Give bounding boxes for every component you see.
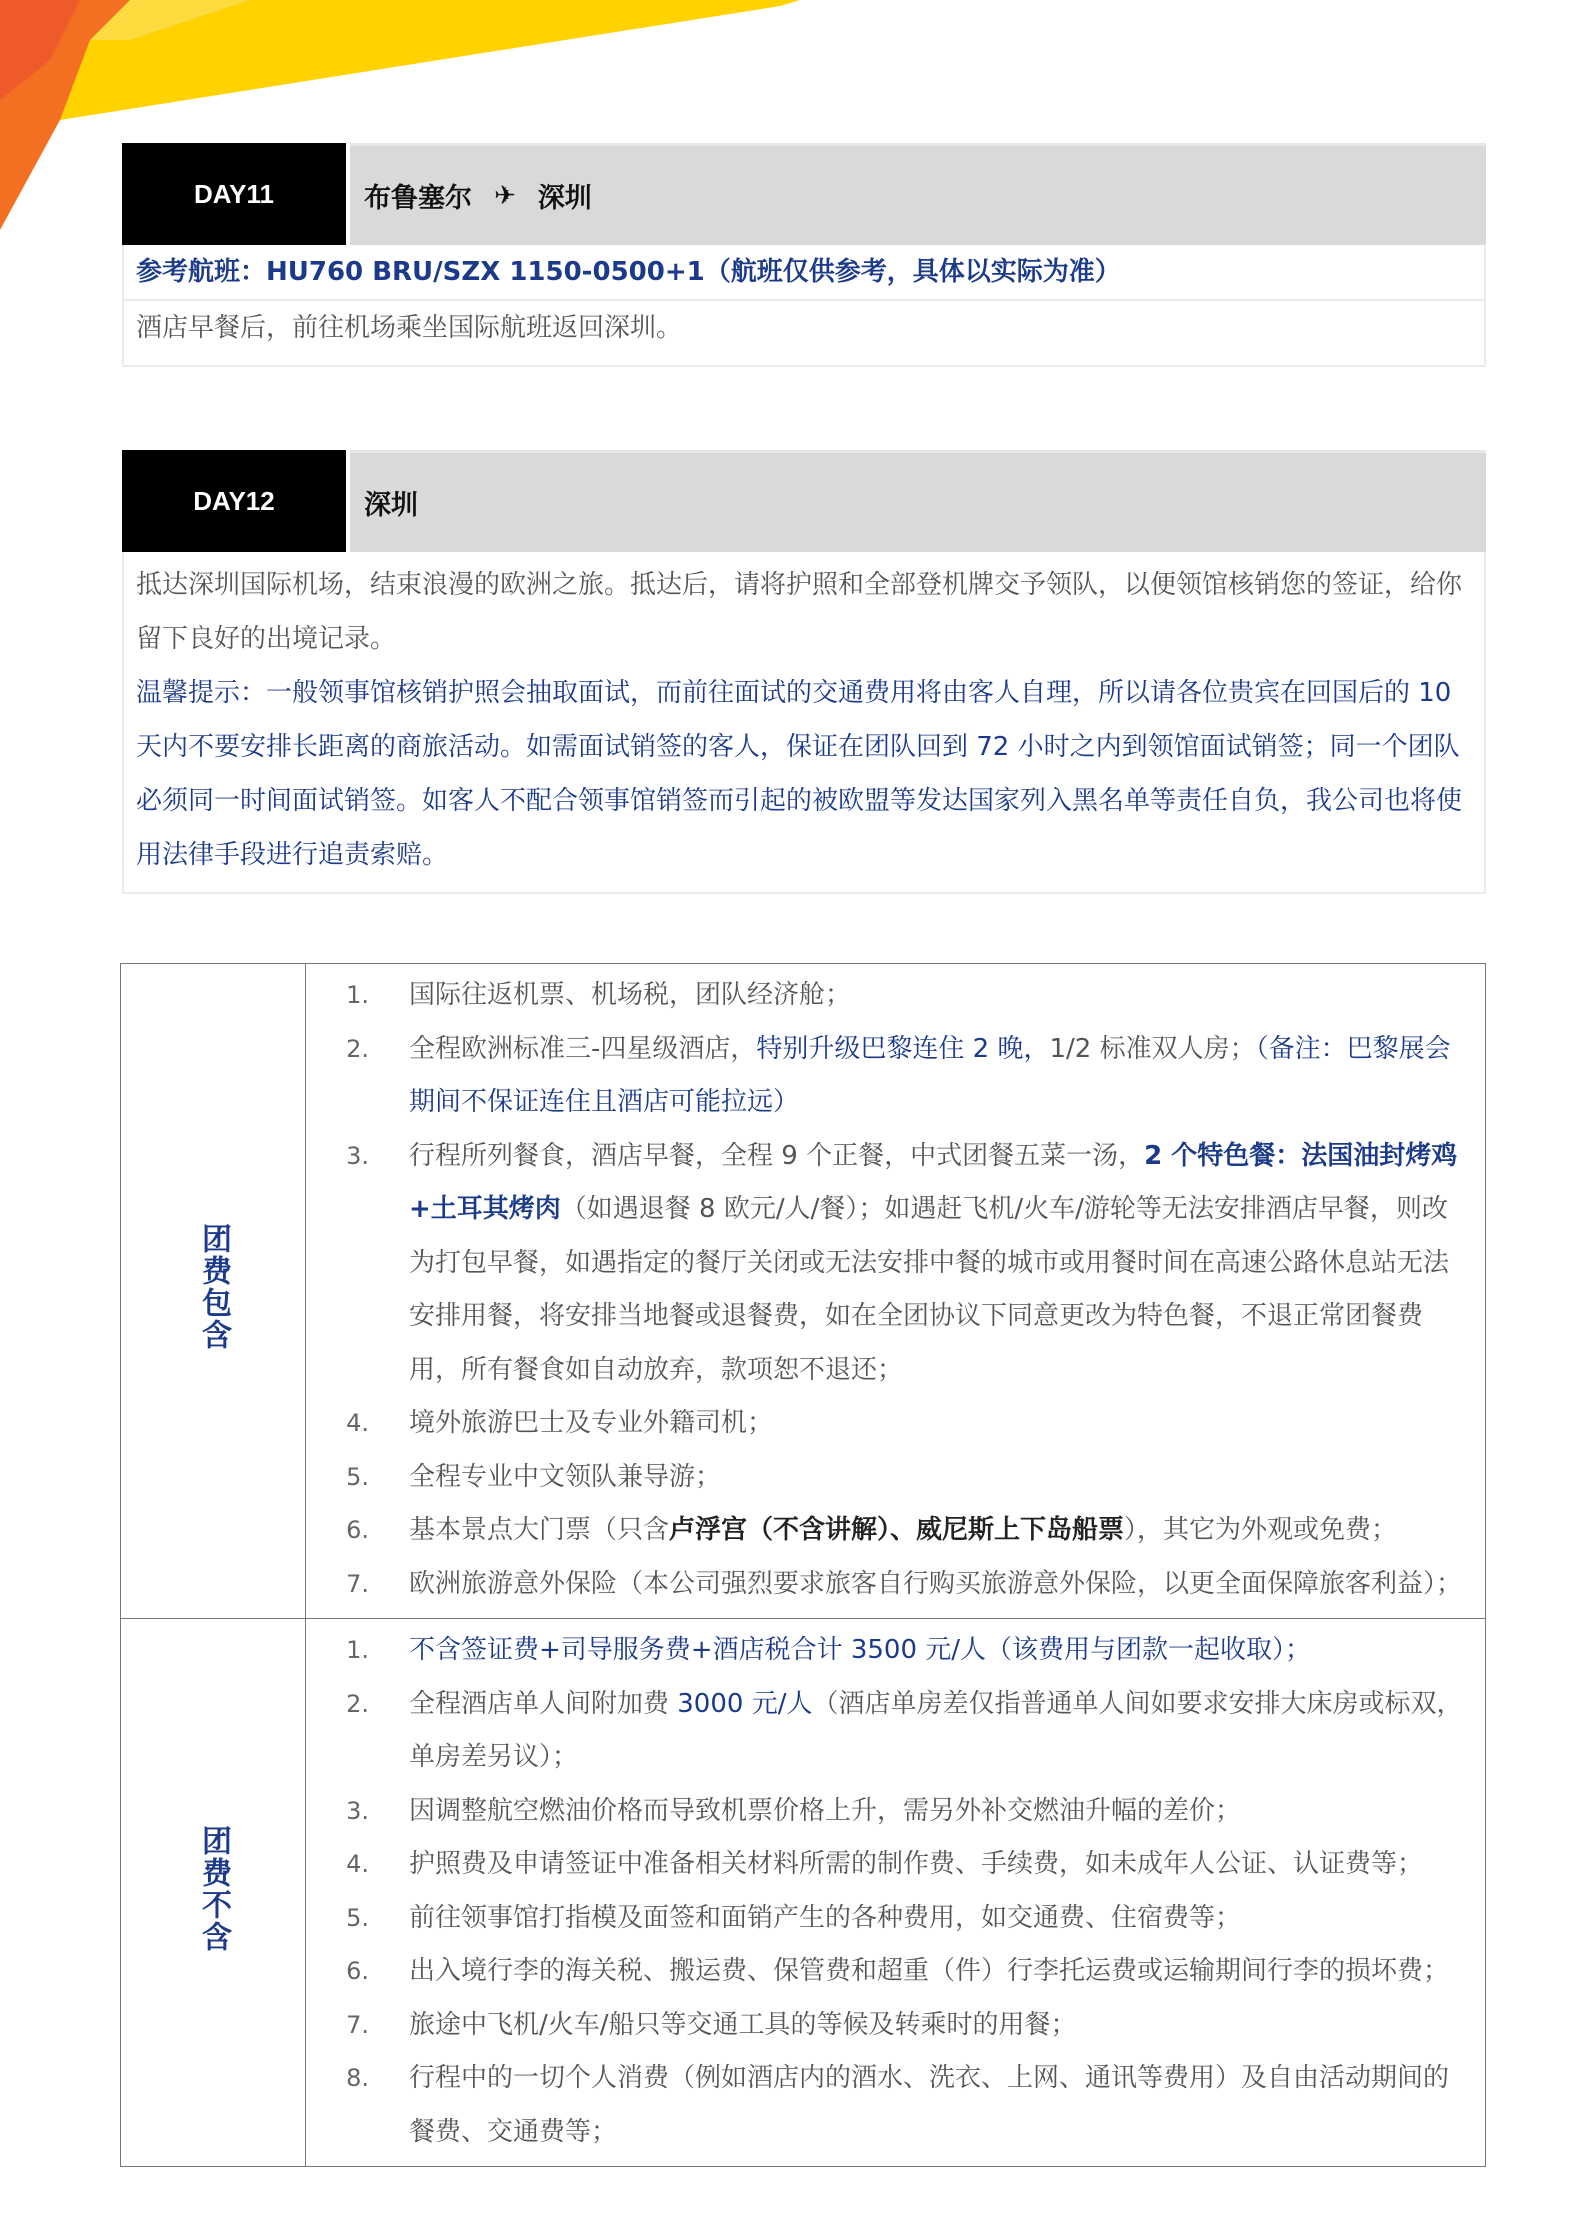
item-number: 2. [346,1689,369,1718]
item-text: 出入境行李的海关税、搬运费、保管费和超重（件）行李托运费或运输期间行李的损坏费； [409,1956,1450,1986]
highlight-text: 2 个特色餐：法国油封烤鸡+土耳其烤肉 [409,1140,1458,1224]
highlight-text: 3000 元/人 [677,1688,813,1719]
item-number: 5. [346,1903,369,1932]
day11-from: 布鲁塞尔 [364,183,472,214]
item-text: 欧洲旅游意外保险（本公司强烈要求旅客自行购买旅游意外保险，以更全面保障旅客利益）； [409,1568,1463,1599]
day12-label: DAY12 [122,450,346,552]
day12-note: 温馨提示：一般领事馆核销护照会抽取面试，而前往面试的交通费用将由客人自理，所以请各位贵宾在回国后的 10 天内不要安排长距离的商旅活动。如需面试销签的客人，保证在团队回到 72 小时之内到领馆面试销签；同一个团队必须同一时间面试销签。如客人不配合领事馆销签而引起的被欧盟等发达国家列入黑名单等责任自负，我公司也将使用法律手段进行追责索赔。 [136,678,1463,870]
included-list [307,965,1484,1617]
item-text: 前往领事馆打指模及面签和面销产生的各种费用，如交通费、住宿费等； [409,1902,1242,1933]
item-text: 全程专业中文领队兼导游； [409,1461,722,1492]
item-text: 国际往返机票、机场税，团队经济舱； [409,980,852,1010]
day11-header [122,143,1486,245]
day12-header [122,450,1486,552]
list-item [307,1838,1472,1892]
item-number: 4. [346,1409,369,1437]
day12-title: 深圳 [350,450,1486,552]
excluded-list-cell [306,1619,1486,2167]
text-segment: 全程酒店单人间附加费 [409,1688,678,1719]
airplane-icon: ✈ [494,180,516,211]
excluded-list [307,1620,1484,2165]
list-item [307,1678,1472,1785]
text-segment: 行程所列餐食，酒店早餐，全程 9 个正餐，中式团餐五菜一汤， [409,1140,1145,1171]
item-number: 7. [346,2010,369,2039]
fee-table [120,963,1486,2167]
day12-body [122,552,1486,894]
item-text: 境外旅游巴士及专业外籍司机； [409,1408,774,1438]
item-number: 5. [346,1462,369,1491]
day11-label: DAY11 [122,143,346,245]
item-text: 不含签证费+司导服务费+酒店税合计 3500 元/人（该费用与团款一起收取）； [409,1635,1312,1665]
item-number: 6. [346,1957,369,1985]
day11-to: 深圳 [537,183,592,214]
list-item [307,1504,1472,1558]
day12-section [122,450,1486,894]
list-item [307,1624,1472,1678]
item-number: 6. [346,1516,369,1544]
text-segment: 1/2 标准双人房； [1049,1033,1256,1064]
list-item [307,1451,1472,1505]
item-text: 护照费及申请签证中准备相关材料所需的制作费、手续费，如未成年人公证、认证费等； [409,1849,1424,1879]
list-item [307,969,1472,1023]
day11-title [350,143,1486,245]
included-title: 团费包含 [196,1223,231,1351]
item-number: 3. [346,1796,369,1825]
item-number: 7. [346,1569,369,1598]
text-segment: （酒店单房差仅指普通单人间如要求安排大床房或标双，单房差另议）； [409,1688,1463,1772]
item-number: 2. [346,1034,369,1063]
included-category [121,964,306,1619]
list-item [307,1558,1472,1612]
excluded-category [121,1619,306,2167]
item-text: 因调整航空燃油价格而导致机票价格上升，需另外补交燃油升幅的差价； [409,1795,1242,1826]
item-text [409,1678,1472,1785]
day11-desc: 酒店早餐后，前往机场乘坐国际航班返回深圳。 [136,313,683,343]
highlight-text: 卢浮宫（不含讲解）、威尼斯上下岛船票 [669,1515,1125,1545]
highlight-text: 特别升级巴黎连住 2 晚， [756,1033,1050,1064]
text-segment: （如遇退餐 8 欧元/人/餐）；如遇赶飞机/火车/游轮等无法安排酒店早餐，则改为打包早餐，如遇指定的餐厅关闭或无法安排中餐的城市或用餐时间在高速公路休息站无法安排用餐，将安排当地餐或退餐费，如在全团协议下同意更改为特色餐，不退正常团餐费用，所有餐食如自动放弃，款项恕不退还； [409,1194,1450,1385]
day11-flight: 参考航班：HU760 BRU/SZX 1150-0500+1（航班仅供参考，具体以实际为准） [124,245,1484,301]
item-number: 8. [346,2064,369,2092]
list-item [307,2052,1472,2159]
item-number: 1. [346,981,369,1009]
day12-desc: 抵达深圳国际机场，结束浪漫的欧洲之旅。抵达后，请将护照和全部登机牌交予领队，以便领馆核销您的签证，给你留下良好的出境记录。 [136,570,1463,654]
item-number: 3. [346,1141,369,1170]
list-item [307,1130,1472,1398]
excluded-title: 团费不含 [196,1824,231,1953]
list-item [307,1945,1472,1999]
item-text: 行程中的一切个人消费（例如酒店内的酒水、洗衣、上网、通讯等费用）及自由活动期间的餐费、交通费等； [409,2063,1450,2147]
list-item [307,1892,1472,1946]
list-item [307,1397,1472,1451]
list-item [307,1785,1472,1839]
text-segment: ），其它为外观或免费； [1124,1515,1398,1545]
text-segment: 全程欧洲标准三-四星级酒店， [409,1033,757,1064]
item-number: 1. [346,1636,369,1664]
included-row [121,964,1486,1619]
included-list-cell [306,964,1486,1619]
day11-body [122,245,1486,367]
item-text [409,1130,1472,1398]
item-text [409,1023,1472,1130]
item-number: 4. [346,1850,369,1878]
highlight-text: （备注：巴黎展会期间不保证连住且酒店可能拉远） [409,1033,1451,1117]
text-segment: 基本景点大门票（只含 [409,1515,670,1545]
list-item [307,1999,1472,2053]
excluded-row [121,1619,1486,2167]
item-text: 旅途中飞机/火车/船只等交通工具的等候及转乘时的用餐； [409,2009,1077,2040]
item-text [409,1504,1472,1558]
day11-section [122,143,1486,367]
list-item [307,1023,1472,1130]
